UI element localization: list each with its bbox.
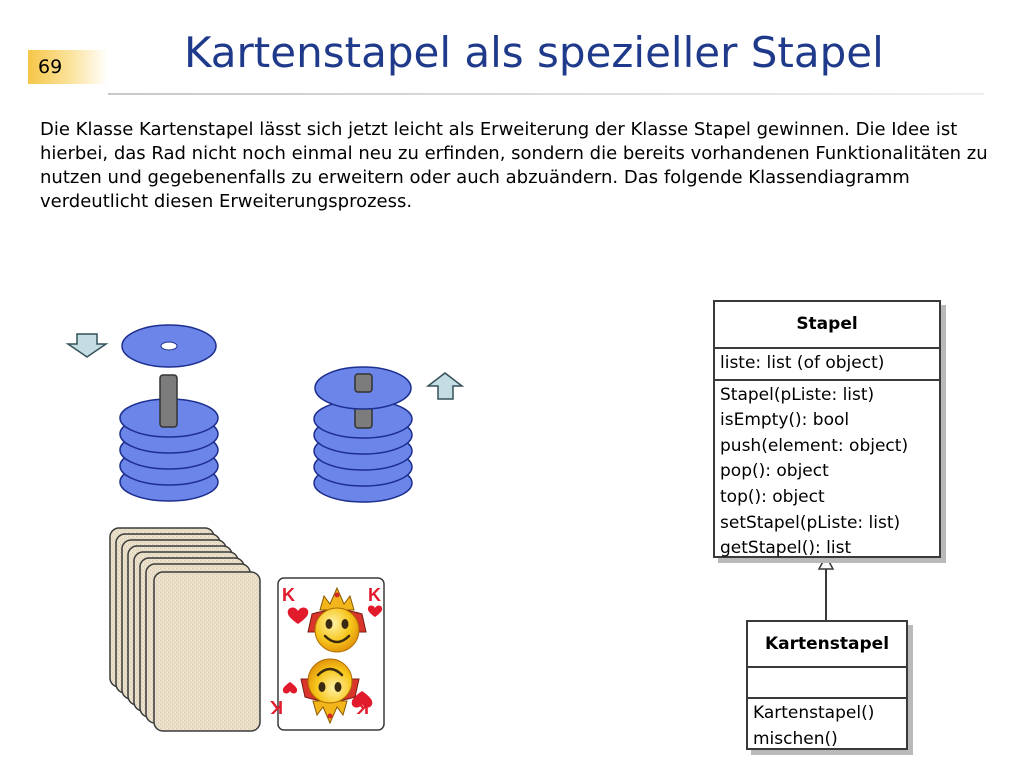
disc-hole <box>161 342 177 350</box>
uml-method: mischen() <box>753 728 838 749</box>
smiley-eye <box>326 619 333 629</box>
uml-method: push(element: object) <box>720 435 909 456</box>
uml-method: top(): object <box>720 486 825 507</box>
body-paragraph: Die Klasse Kartenstapel lässt sich jetzt leicht als Erweiterung der Klasse Stapel gewinnen. Die Idee ist hierbei, das Rad nicht noch einmal neu zu erfinden, sondern die bereits vorhandenen Funktionalitäten zu nutzen und gegebenenfalls zu erweitern oder auch abzuändern. Das folgende Klassendiagramm verdeutlicht diesen Erweiterungsprozess. <box>40 119 988 212</box>
smiley-eye <box>342 619 349 629</box>
card-rank-top-left: K <box>282 585 295 605</box>
crown-jewel <box>335 593 340 598</box>
crown-jewel <box>328 714 333 719</box>
stack-rod-top <box>355 374 372 392</box>
king-of-hearts-card <box>270 578 384 730</box>
card-rank-bottom-left: K <box>270 697 283 717</box>
smiley-eye <box>319 682 326 692</box>
uml-method: getStapel(): list <box>720 538 852 559</box>
uml-attribute: liste: list (of object) <box>720 353 885 373</box>
uml-class-name: Kartenstapel <box>764 634 890 654</box>
uml-method: setStapel(pListe: list) <box>720 512 901 533</box>
uml-class-kartenstapel <box>746 620 908 750</box>
smiley-face-icon <box>308 659 352 703</box>
smiley-face-icon <box>315 608 359 652</box>
uml-method: isEmpty(): bool <box>720 410 850 431</box>
card-back-front <box>154 572 260 731</box>
push-arrow-icon <box>68 334 106 357</box>
uml-class-name: Stapel <box>796 314 858 334</box>
uml-methods <box>715 379 939 564</box>
uml-methods <box>748 697 906 754</box>
uml-class-stapel <box>713 300 941 558</box>
card-rank-top-right: K <box>368 585 381 605</box>
stack-rod <box>160 375 177 427</box>
uml-method: Kartenstapel() <box>753 703 875 723</box>
smiley-eye <box>335 682 342 692</box>
uml-method: pop(): object <box>720 461 829 482</box>
slide-title: Kartenstapel als spezieller Stapel <box>184 28 884 77</box>
card-rank-bottom-right: K <box>356 697 369 717</box>
uml-method: Stapel(pListe: list) <box>720 384 875 405</box>
pop-arrow-icon <box>428 373 462 399</box>
slide-number: 69 <box>38 56 63 78</box>
uml-attributes <box>715 347 939 379</box>
uml-attributes <box>748 666 906 697</box>
